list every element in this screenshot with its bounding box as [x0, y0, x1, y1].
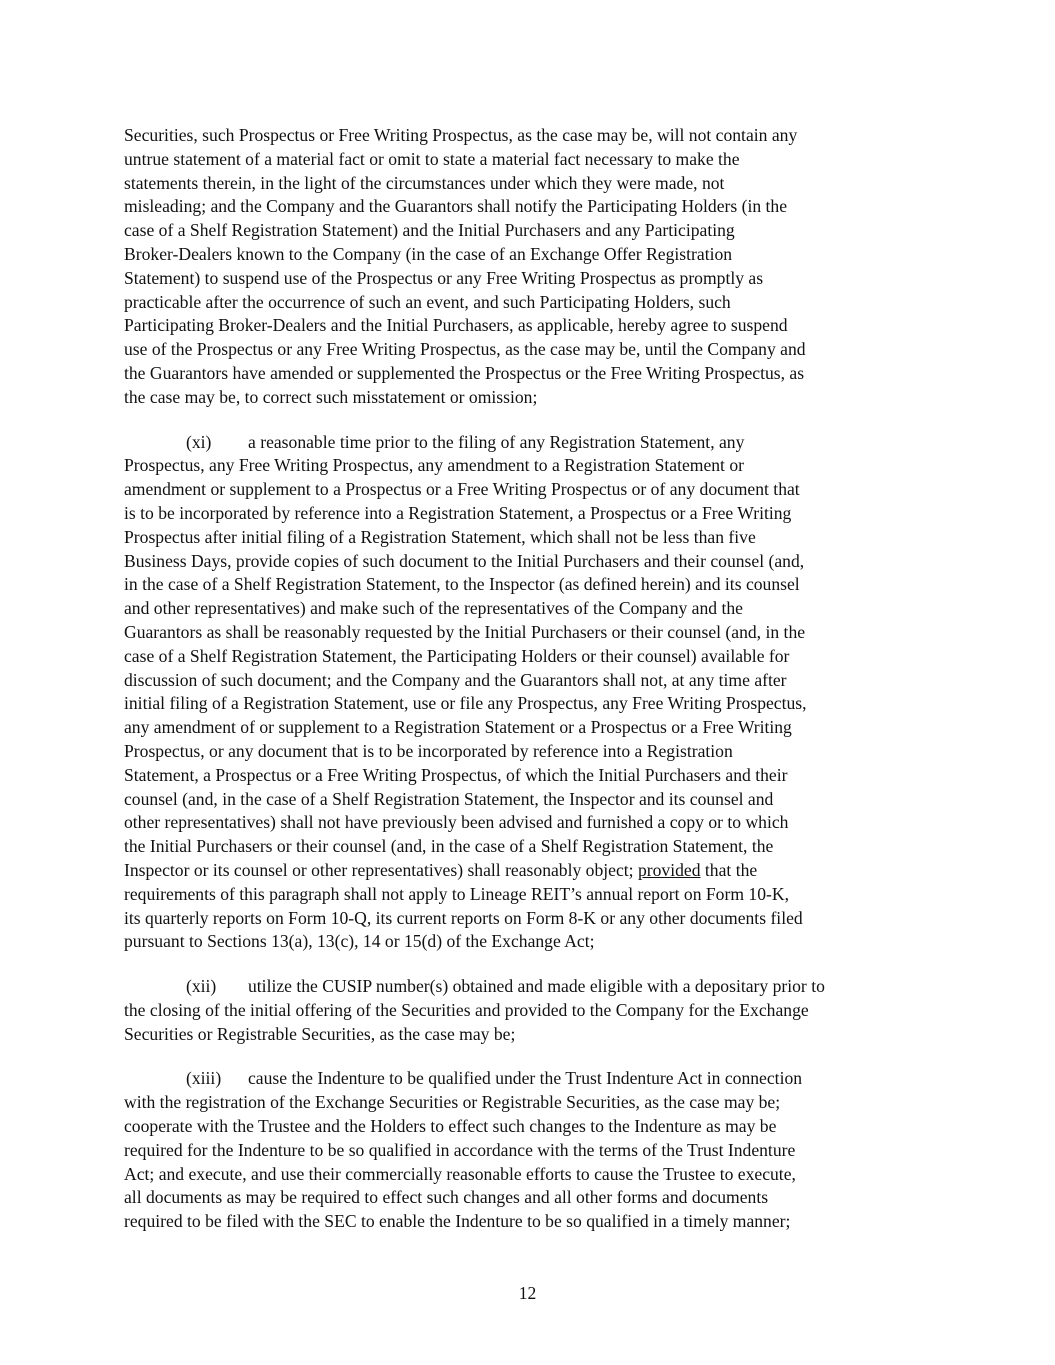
text-line: requirements of this paragraph shall not apply to Lineage REIT’s annual report on Form 10-K, [124, 883, 789, 904]
text-line: in the case of a Shelf Registration Statement, to the Inspector (as defined herein) and its counsel [124, 574, 800, 595]
text-line: required to be filed with the SEC to enable the Indenture to be so qualified in a timely manner; [124, 1211, 791, 1232]
text-line: Statement) to suspend use of the Prospectus or any Free Writing Prospectus as promptly as [124, 267, 764, 288]
text-line: statements therein, in the light of the circumstances under which they were made, not [124, 172, 725, 193]
text-line: the Guarantors have amended or supplemented the Prospectus or the Free Writing Prospectus, as [124, 362, 805, 383]
document-page [124, 124, 932, 1234]
paragraph-number: (xi) [186, 431, 212, 452]
paragraph-first-line [124, 975, 932, 999]
text-line: untrue statement of a material fact or omit to state a material fact necessary to make the [124, 148, 740, 169]
text-line: Business Days, provide copies of such document to the Initial Purchasers and their counsel (and, [124, 550, 805, 571]
text-line: cause the Indenture to be qualified under the Trust Indenture Act in connection [248, 1068, 803, 1089]
text-line: the closing of the initial offering of the Securities and provided to the Company for the Exchange [124, 999, 809, 1020]
text-line: required for the Indenture to be so qualified in accordance with the terms of the Trust Indenture [124, 1139, 796, 1160]
paragraph-first-line [124, 1067, 932, 1091]
paragraph-xiii [124, 1067, 932, 1234]
text-line: amendment or supplement to a Prospectus or a Free Writing Prospectus or of any document that [124, 479, 800, 500]
text-line: cooperate with the Trustee and the Holders to effect such changes to the Indenture as may be [124, 1116, 777, 1137]
text-line: Prospectus, any Free Writing Prospectus, any amendment to a Registration Statement or [124, 455, 744, 476]
text-line: use of the Prospectus or any Free Writing Prospectus, as the case may be, until the Company and [124, 339, 806, 360]
paragraph-xii [124, 975, 932, 1046]
text-line: the case may be, to correct such misstatement or omission; [124, 386, 538, 407]
text-line: utilize the CUSIP number(s) obtained and made eligible with a depositary prior to [248, 976, 825, 997]
text-line: pursuant to Sections 13(a), 13(c), 14 or 15(d) of the Exchange Act; [124, 931, 595, 952]
text-line: Securities or Registrable Securities, as the case may be; [124, 1023, 516, 1044]
text-line: initial filing of a Registration Statement, use or file any Prospectus, any Free Writing Prospectus, [124, 693, 807, 714]
text-line: case of a Shelf Registration Statement) and the Initial Purchasers and any Participating [124, 220, 735, 241]
text-line: misleading; and the Company and the Guarantors shall notify the Participating Holders (in the [124, 196, 788, 217]
page-number: 12 [518, 1283, 537, 1303]
text-line: is to be incorporated by reference into a Registration Statement, a Prospectus or a Free Writing [124, 502, 792, 523]
text-line: discussion of such document; and the Company and the Guarantors shall not, at any time after [124, 669, 787, 690]
paragraph-x-continuation [124, 124, 932, 410]
paragraph-first-line [124, 431, 932, 455]
text-line: other representatives) shall not have previously been advised and furnished a copy or to which [124, 812, 789, 833]
provided-line [124, 859, 932, 883]
text-line: its quarterly reports on Form 10-Q, its current reports on Form 8-K or any other documents filed [124, 907, 803, 928]
text-fragment: that the [704, 859, 758, 880]
paragraph-xi [124, 431, 932, 955]
text-line: practicable after the occurrence of such an event, and such Participating Holders, such [124, 291, 731, 312]
text-line: with the registration of the Exchange Securities or Registrable Securities, as the case may be; [124, 1092, 781, 1113]
text-line: Guarantors as shall be reasonably requested by the Initial Purchasers or their counsel (and, in the [124, 621, 806, 642]
text-line: any amendment of or supplement to a Registration Statement or a Prospectus or a Free Writing [124, 717, 792, 738]
text-line: Participating Broker-Dealers and the Initial Purchasers, as applicable, hereby agree to suspend [124, 315, 788, 336]
provided-term: provided [637, 859, 701, 880]
text-line: Act; and execute, and use their commercially reasonable efforts to cause the Trustee to execute, [124, 1163, 796, 1184]
text-line: and other representatives) and make such of the representatives of the Company and the [124, 598, 743, 619]
text-line: all documents as may be required to effect such changes and all other forms and documents [124, 1187, 769, 1208]
text-line: Broker-Dealers known to the Company (in the case of an Exchange Offer Registration [124, 243, 733, 264]
text-line: Securities, such Prospectus or Free Writing Prospectus, as the case may be, will not contain any [124, 125, 798, 145]
text-line: Prospectus, or any document that is to be incorporated by reference into a Registration [124, 740, 733, 761]
text-line: case of a Shelf Registration Statement, the Participating Holders or their counsel) available for [124, 645, 790, 666]
paragraph-number: (xii) [186, 976, 217, 997]
text-line: Statement, a Prospectus or a Free Writing Prospectus, of which the Initial Purchasers and their [124, 764, 788, 785]
paragraph-number: (xiii) [186, 1068, 222, 1089]
text-line: Prospectus after initial filing of a Registration Statement, which shall not be less than five [124, 526, 756, 547]
text-line: the Initial Purchasers or their counsel (and, in the case of a Shelf Registration Statement, the [124, 836, 774, 857]
text-fragment: Inspector or its counsel or other representatives) shall reasonably object; [124, 859, 634, 880]
text-line: counsel (and, in the case of a Shelf Registration Statement, the Inspector and its counsel and [124, 788, 774, 809]
text-line: a reasonable time prior to the filing of any Registration Statement, any [248, 431, 745, 452]
